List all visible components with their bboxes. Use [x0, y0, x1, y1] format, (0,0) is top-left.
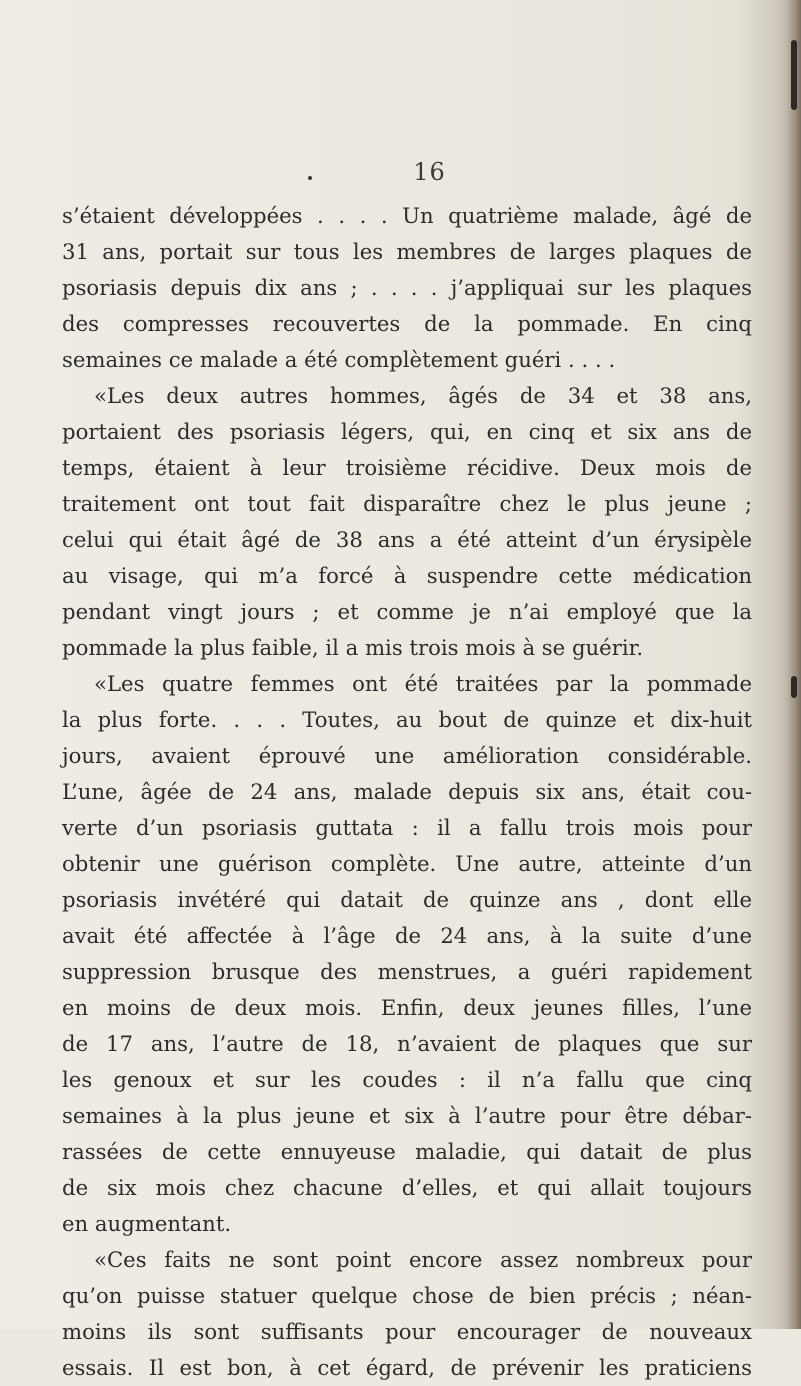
text-line: psoriasis depuis dix ans ; . . . . j’appliquai sur les plaques — [62, 275, 752, 300]
text-line: temps, étaient à leur troisième récidive. Deux mois de — [62, 455, 752, 480]
text-line: verte d’un psoriasis guttata : il a fallu trois mois pour — [62, 815, 752, 840]
text-line: semaines à la plus jeune et six à l’autre pour être débar- — [62, 1103, 752, 1128]
text-line: «Ces faits ne sont point encore assez nombreux pour — [94, 1247, 752, 1272]
page-binding-edge — [787, 0, 801, 1329]
text-line: avait été affectée à l’âge de 24 ans, à la suite d’une — [62, 923, 752, 948]
text-line: essais. Il est bon, à cet égard, de prévenir les praticiens — [62, 1355, 752, 1380]
text-line: semaines ce malade a été complètement guéri . . . . — [62, 347, 616, 372]
text-line: des compresses recouvertes de la pommade. En cinq — [62, 311, 752, 336]
text-line: psoriasis invétéré qui datait de quinze ans , dont elle — [62, 887, 752, 912]
ink-spot — [791, 40, 797, 110]
text-line: rassées de cette ennuyeuse maladie, qui datait de plus — [62, 1139, 752, 1164]
text-line: qu’on puisse statuer quelque chose de bien précis ; néan- — [62, 1283, 752, 1308]
text-line: obtenir une guérison complète. Une autre, atteinte d’un — [62, 851, 752, 876]
text-line: jours, avaient éprouvé une amélioration considérable. — [62, 743, 752, 768]
text-line: de six mois chez chacune d’elles, et qui allait toujours — [62, 1175, 752, 1200]
text-line: celui qui était âgé de 38 ans a été atteint d’un érysipèle — [62, 527, 752, 552]
text-line: au visage, qui m’a forcé à suspendre cette médication — [62, 563, 752, 588]
ink-spot — [791, 676, 797, 698]
page-number: 16 — [413, 158, 446, 186]
text-line: la plus forte. . . . Toutes, au bout de quinze et dix-huit — [62, 707, 752, 732]
text-line: «Les quatre femmes ont été traitées par la pommade — [94, 671, 752, 696]
text-line: moins ils sont suffisants pour encourager de nouveaux — [62, 1319, 752, 1344]
text-line: les genoux et sur les coudes : il n’a fallu que cinq — [62, 1067, 752, 1092]
text-line: pendant vingt jours ; et comme je n’ai employé que la — [62, 599, 752, 624]
text-line: en augmentant. — [62, 1211, 232, 1236]
body-text — [62, 198, 752, 1386]
text-line: s’étaient développées . . . . Un quatrième malade, âgé de — [62, 203, 752, 228]
text-line: suppression brusque des menstrues, a guéri rapidement — [62, 959, 752, 984]
text-line: en moins de deux mois. Enfin, deux jeunes filles, l’une — [62, 995, 752, 1020]
text-line: «Les deux autres hommes, âgés de 34 et 38 ans, — [94, 383, 752, 408]
text-line: 31 ans, portait sur tous les membres de larges plaques de — [62, 239, 752, 264]
text-line: portaient des psoriasis légers, qui, en cinq et six ans de — [62, 419, 752, 444]
text-line: pommade la plus faible, il a mis trois mois à se guérir. — [62, 635, 644, 660]
text-line: de 17 ans, l’autre de 18, n’avaient de plaques que sur — [62, 1031, 752, 1056]
text-line: L’une, âgée de 24 ans, malade depuis six ans, était cou- — [62, 779, 752, 804]
text-line: traitement ont tout fait disparaître chez le plus jeune ; — [62, 491, 752, 516]
